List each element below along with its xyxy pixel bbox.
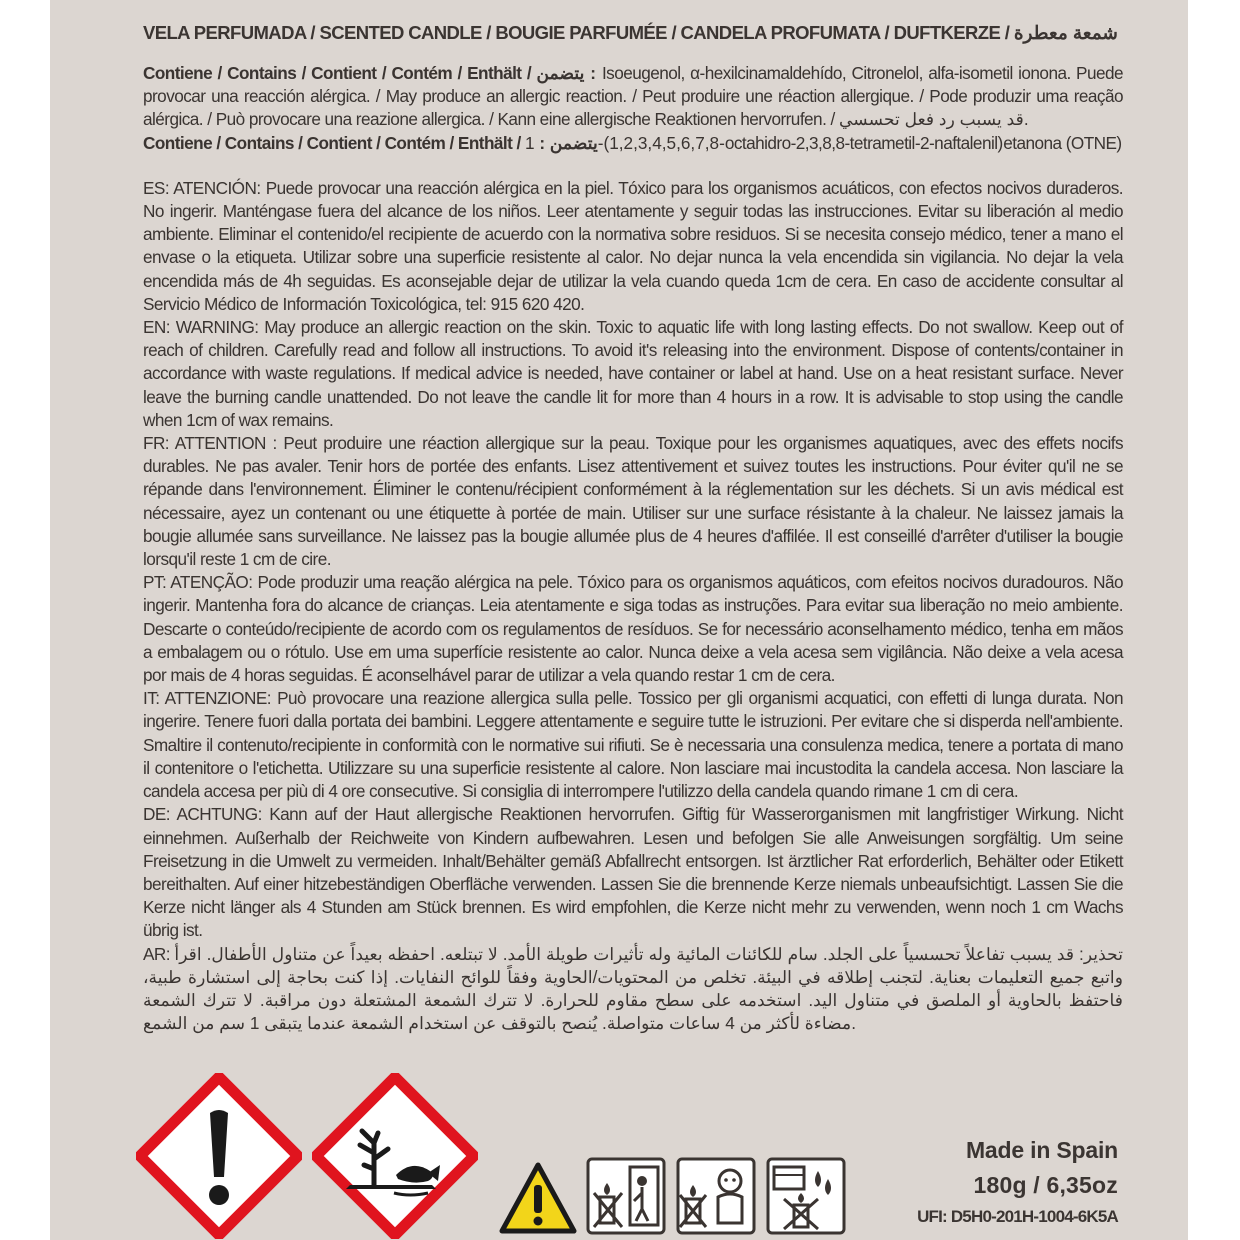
warning-it: IT: ATTENZIONE: Può provocare una reazione allergica sulla pelle. Tossico per gli organismi acquatici, con effetti di lunga durata. Non ingerire. Tenere fuori dalla portata dei bambini. Leggere attentamente e seguire tutte le istruzioni. Per evitare che si disperda nell'ambiente. Smaltire il contenuto/recipiente in conformità con le normative sui rifiuti. Se è necessaria una consulenza medica, tenere a portata di mano il contenitore o l'etichetta. Utilizzare su una superficie resistente al calore. Non lasciare mai incustodita la candela accesa. Non lasciare la candela accesa per più di 4 ore consecutive. Si consiglia di interrompere l'utilizzo della candela quando rimane 1 cm di cera. <box>143 688 1123 802</box>
candle-label-panel <box>50 0 1188 1240</box>
pictogram-row <box>50 1065 1188 1240</box>
no-flammable-near-candle-icon <box>766 1157 846 1235</box>
contains-otne-text: 1-(1,2,3,4,5,6,7,8-octahidro-2,3,8,8-tetrametil-2-naftalenil)etanona (OTNE) <box>525 132 1122 153</box>
ghs07-exclamation-icon <box>136 1073 302 1239</box>
label-text-block <box>143 22 1123 1035</box>
ufi-code: UFI: D5H0-201H-1004-6K5A <box>917 1207 1118 1226</box>
warning-es: ES: ATENCIÓN: Puede provocar una reacción alérgica en la piel. Tóxico para los organismos acuáticos, con efectos nocivos duraderos. No ingerir. Manténgase fuera del alcance de los niños. Leer atentamente y seguir todas las instrucciones. Evitar su liberación al medio ambiente. Eliminar el contenido/el recipiente de acuerdo con la normativa sobre residuos. Si se necesita consejo médico, tener a mano el envase o la etiqueta. Utilizar sobre una superficie resistente al calor. No dejar nunca la vela encendida sin vigilancia. No dejar la vela encendida más de 4h seguidas. Es aconsejable dejar de utilizar la vela cuando queda 1cm de cera. En caso de accidente consultar al Servicio Médico de Información Toxicológica, tel: 915 620 420. <box>143 177 1123 314</box>
origin-weight-block <box>917 1137 1118 1227</box>
warning-fr: FR: ATTENTION : Peut produire une réaction allergique sur la peau. Toxique pour les organismes aquatiques, avec des effets nocifs durables. Ne pas avaler. Tenir hors de portée des enfants. Lisez attentivement et suivez toutes les instructions. Pour éviter qu'il ne se répande dans l'environnement. Éliminer le contenu/récipient conformément à la réglementation sur les déchets. Si un avis médical est nécessaire, ayez un contenant ou une étiquette à portée de main. Utiliser sur une surface résistante à la chaleur. Ne laissez jamais la bougie allumée sans surveillance. Ne laissez pas la bougie allumée plus de 4 heures d'affilée. Il est conseillé d'arrêter d'utiliser la bougie lorsqu'il reste 1 cm de cire. <box>143 433 1123 570</box>
warning-en: EN: WARNING: May produce an allergic reaction on the skin. Toxic to aquatic life with long lasting effects. Do not swallow. Keep out of reach of children. Carefully read and follow all instructions. To avoid it's releasing into the environment. Dispose of contents/container in accordance with waste regulations. If medical advice is needed, have container or label at hand. Use on a heat resistant surface. Never leave the burning candle unattended. Do not leave the candle lit for more than 4 hours in a row. It is advisable to stop using the candle when 1cm of wax remains. <box>143 317 1123 430</box>
warning-de: DE: ACHTUNG: Kann auf der Haut allergische Reaktionen hervorrufen. Giftig für Wasserorganismen mit langfristiger Wirkung. Nicht einnehmen. Außerhalb der Reichweite von Kindern aufbewahren. Lesen und befolgen Sie alle Anweisungen sorgfältig. Um seine Freisetzung in die Umwelt zu vermeiden. Inhalt/Behälter gemäß Abfallrecht entsorgen. Ist ärztlicher Rat erforderlich, Behälter oder Etikett bereithalten. Auf einer hitzebeständigen Oberfläche verwenden. Lassen Sie die brennende Kerze niemals unbeaufsichtigt. Lassen Sie die Kerze nicht länger als 4 Stunden am Stück brennen. Es wird empfohlen, die Kerze nicht mehr zu verwenden, wenn noch 1 cm Wachs übrig ist. <box>143 804 1123 941</box>
keep-away-from-children-icon <box>676 1157 756 1235</box>
contains-otne <box>143 132 1123 155</box>
product-title: VELA PERFUMADA / SCENTED CANDLE / BOUGIE PARFUMÉE / CANDELA PROFUMATA / DUFTKERZE / شمعة معطرة <box>143 22 1118 43</box>
contains-label: Contiene / Contains / Contient / Contém / Enthält / يتضمن : <box>143 63 597 83</box>
contains-allergens-text: Isoeugenol, α-hexilcinamaldehído, Citronelol, alfa-isometil ionona. Puede provocar una reacción alérgica. / May produce an allergic reaction. / Peut produire une réaction allergique. / Pode produzir uma reação alérgica. / Può provocare una reazione allergica. / Kann eine allergische Reaktionen hervorrufen. / قد يسبب رد فعل تحسسي. <box>143 63 1124 130</box>
warning-triangle-icon <box>498 1161 578 1235</box>
made-in-text: Made in Spain <box>965 1137 1118 1163</box>
spacer <box>143 155 1123 177</box>
ghs09-environment-icon <box>312 1073 478 1239</box>
warning-pt: PT: ATENÇÃO: Pode produzir uma reação alérgica na pele. Tóxico para os organismos aquáticos, com efeitos nocivos duradouros. Não ingerir. Mantenha fora do alcance de crianças. Leia atentamente e siga todas as instruções. Para evitar sua liberação no meio ambiente. Descarte o conteúdo/recipiente de acordo com os regulamentos de resíduos. Se for necessário aconselhamento médico, tenha em mãos a embalagem ou o rótulo. Use em uma superfície resistente ao calor. Nunca deixe a vela acesa sem vigilância. Não deixe a vela acesa por mais de 4 horas seguidas. É aconselhável parar de utilizar a vela quando restar 1 cm de cera. <box>143 572 1123 686</box>
no-children-candle-icon <box>586 1157 666 1235</box>
warning-ar: AR: تحذير: قد يسبب تفاعلاً تحسسياً على الجلد. سام للكائنات المائية وله تأثيرات طويلة الأمد. لا تبتلعه. احفظه بعيداً عن متناول الأطفال. اقرأ واتبع جميع التعليمات بعناية. لتجنب إطلاقه في البيئة. تخلص من المحتويات/الحاوية وفقاً للوائح النفايات. إذا كنت بحاجة إلى استشارة طبية، فاحتفظ بالحاوية أو الملصق في متناول اليد. استخدمه على سطح مقاوم للحرارة. لا تترك الشمعة المشتعلة دون مراقبة. لا تترك الشمعة مضاءة لأكثر من 4 ساعات متواصلة. يُنصح بالتوقف عن استخدام الشمعة عندما يتبقى 1 سم من الشمع. <box>143 943 1123 1034</box>
contains-label: Contiene / Contains / Contient / Contém / Enthält / يتضمن : <box>143 132 598 153</box>
contains-allergens <box>143 62 1123 132</box>
weight-text: 180g / 6,35oz <box>973 1172 1118 1198</box>
